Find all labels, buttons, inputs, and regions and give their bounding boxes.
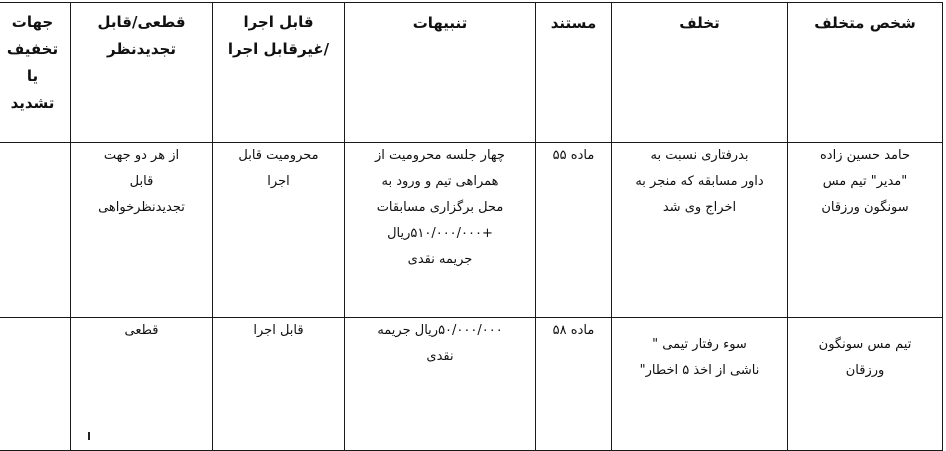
- header-person: شخص متخلف: [788, 3, 943, 143]
- header-final: قطعی/قابل تجدیدنظر: [71, 3, 213, 143]
- cell-offense: بدرفتاری نسبت به داور مسابقه که منجر به اخراج وی شد: [612, 143, 788, 318]
- table-row: [0, 318, 943, 451]
- header-enforceable: قابل اجرا /غیرقابل اجرا: [213, 3, 345, 143]
- header-penalties: تنبیهات: [345, 3, 536, 143]
- cell-person: حامد حسین زاده "مدیر" تیم مس سونگون ورزقان: [788, 143, 943, 318]
- scan-mark: [88, 432, 90, 440]
- header-aggravation: جهات تخفیف یا تشدید: [0, 3, 71, 143]
- disciplinary-verdicts-table: [0, 2, 943, 451]
- cell-penalties: چهار جلسه محرومیت از همراهی تیم و ورود به محل برگزاری مسابقات +۵۱۰/۰۰۰/۰۰۰ریال جریمه نقدی: [345, 143, 536, 318]
- cell-offense: سوء رفتار تیمی " ناشی از اخذ ۵ اخطار": [612, 318, 788, 451]
- cell-penalties: ۵۰/۰۰۰/۰۰۰ریال جریمه نقدی: [345, 318, 536, 451]
- header-offense: تخلف: [612, 3, 788, 143]
- cell-person: تیم مس سونگون ورزقان: [788, 318, 943, 451]
- cell-final: قطعی: [71, 318, 213, 451]
- cell-final: از هر دو جهت قابل تجدیدنظرخواهی: [71, 143, 213, 318]
- cell-basis: ماده ۵۸: [536, 318, 612, 451]
- header-basis: مستند: [536, 3, 612, 143]
- cell-aggravation: [0, 143, 71, 318]
- cell-enforceable: قابل اجرا: [213, 318, 345, 451]
- cell-aggravation: [0, 318, 71, 451]
- cell-enforceable: محرومیت قابل اجرا: [213, 143, 345, 318]
- table-row: [0, 143, 943, 318]
- cell-basis: ماده ۵۵: [536, 143, 612, 318]
- header-row: [0, 3, 943, 143]
